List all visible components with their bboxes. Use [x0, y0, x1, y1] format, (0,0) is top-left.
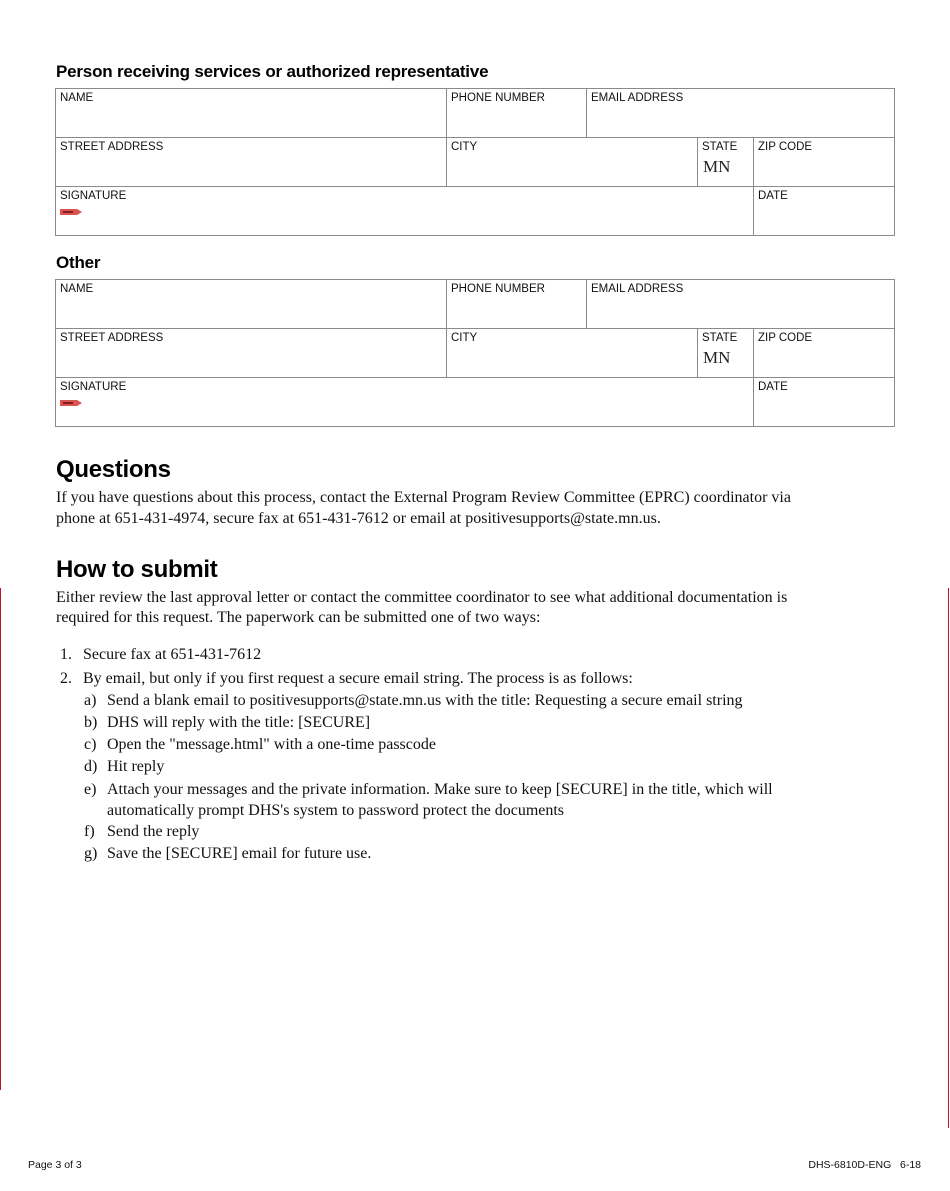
- sign-here-arrow-icon[interactable]: [60, 400, 82, 406]
- sub-list-text: Hit reply: [107, 758, 165, 775]
- form-id: DHS-6810D-ENG 6-18: [808, 1159, 921, 1171]
- sub-list-letter: a): [84, 692, 97, 709]
- zip-field[interactable]: [754, 329, 895, 378]
- city-field[interactable]: [447, 138, 698, 187]
- sub-list-text: Open the "message.html" with a one-time passcode: [107, 736, 436, 753]
- page-number: Page 3 of 3: [28, 1159, 82, 1171]
- state-field[interactable]: [698, 329, 754, 378]
- submit-heading: How to submit: [56, 556, 218, 583]
- street-field[interactable]: [56, 329, 447, 378]
- sub-list-text: Send the reply: [107, 823, 200, 840]
- signature-field[interactable]: [56, 378, 754, 427]
- sub-list-text: Save the [SECURE] email for future use.: [107, 845, 372, 862]
- state-label: STATE: [702, 332, 738, 344]
- date-label: DATE: [758, 381, 788, 393]
- list-number: 1.: [60, 646, 72, 663]
- sub-list-text-continued: automatically prompt DHS's system to password protect the documents: [107, 802, 565, 819]
- other-form-table: [55, 279, 895, 427]
- sub-list-letter: f): [84, 823, 95, 840]
- state-value: MN: [703, 348, 731, 367]
- phone-label: PHONE NUMBER: [451, 92, 545, 104]
- questions-line-1: If you have questions about this process, contact the External Program Review Committee (EPRC) coordinator via: [56, 489, 791, 506]
- city-label: CITY: [451, 332, 478, 344]
- sub-list-text: DHS will reply with the title: [SECURE]: [107, 714, 371, 731]
- sign-here-arrow-icon[interactable]: [60, 209, 82, 215]
- list-number: 2.: [60, 670, 72, 687]
- signature-label: SIGNATURE: [60, 190, 127, 202]
- sub-list-letter: g): [84, 845, 98, 862]
- phone-field[interactable]: [447, 89, 587, 138]
- street-label: STREET ADDRESS: [60, 332, 164, 344]
- name-field[interactable]: [56, 89, 447, 138]
- date-field[interactable]: [754, 187, 895, 236]
- sub-list-letter: b): [84, 714, 98, 731]
- signature-field[interactable]: [56, 187, 754, 236]
- questions-heading: Questions: [56, 456, 171, 483]
- phone-label: PHONE NUMBER: [451, 283, 545, 295]
- page-edge-left: [0, 588, 1, 1090]
- zip-label: ZIP CODE: [758, 141, 813, 153]
- state-field[interactable]: [698, 138, 754, 187]
- sub-list-letter: c): [84, 736, 97, 753]
- name-label: NAME: [60, 92, 94, 104]
- email-label: EMAIL ADDRESS: [591, 283, 684, 295]
- submit-intro-line-2: required for this request. The paperwork can be submitted one of two ways:: [56, 609, 541, 626]
- questions-line-2: phone at 651-431-4974, secure fax at 651-431-7612 or email at positivesupports@state.mn.us.: [56, 510, 661, 527]
- email-field[interactable]: [587, 89, 895, 138]
- section-title-other: Other: [56, 253, 101, 272]
- state-label: STATE: [702, 141, 738, 153]
- zip-label: ZIP CODE: [758, 332, 813, 344]
- signature-label: SIGNATURE: [60, 381, 127, 393]
- zip-field[interactable]: [754, 138, 895, 187]
- email-field[interactable]: [587, 280, 895, 329]
- person-form-table: [55, 88, 895, 236]
- page-edge-right: [948, 588, 949, 1128]
- street-label: STREET ADDRESS: [60, 141, 164, 153]
- city-label: CITY: [451, 141, 478, 153]
- date-label: DATE: [758, 190, 788, 202]
- list-text: Secure fax at 651-431-7612: [83, 646, 262, 663]
- state-value: MN: [703, 157, 731, 176]
- name-field[interactable]: [56, 280, 447, 329]
- list-text: By email, but only if you first request a secure email string. The process is as follows:: [83, 670, 633, 687]
- date-field[interactable]: [754, 378, 895, 427]
- submit-intro-line-1: Either review the last approval letter or contact the committee coordinator to see what additional documentation is: [56, 589, 788, 606]
- street-field[interactable]: [56, 138, 447, 187]
- sub-list-text: Attach your messages and the private information. Make sure to keep [SECURE] in the title, which will: [107, 781, 773, 798]
- name-label: NAME: [60, 283, 94, 295]
- city-field[interactable]: [447, 329, 698, 378]
- phone-field[interactable]: [447, 280, 587, 329]
- section-title-person: Person receiving services or authorized representative: [56, 62, 489, 81]
- sub-list-letter: e): [84, 781, 97, 798]
- sub-list-text: Send a blank email to positivesupports@state.mn.us with the title: Requesting a secure email string: [107, 692, 743, 709]
- email-label: EMAIL ADDRESS: [591, 92, 684, 104]
- sub-list-letter: d): [84, 758, 98, 775]
